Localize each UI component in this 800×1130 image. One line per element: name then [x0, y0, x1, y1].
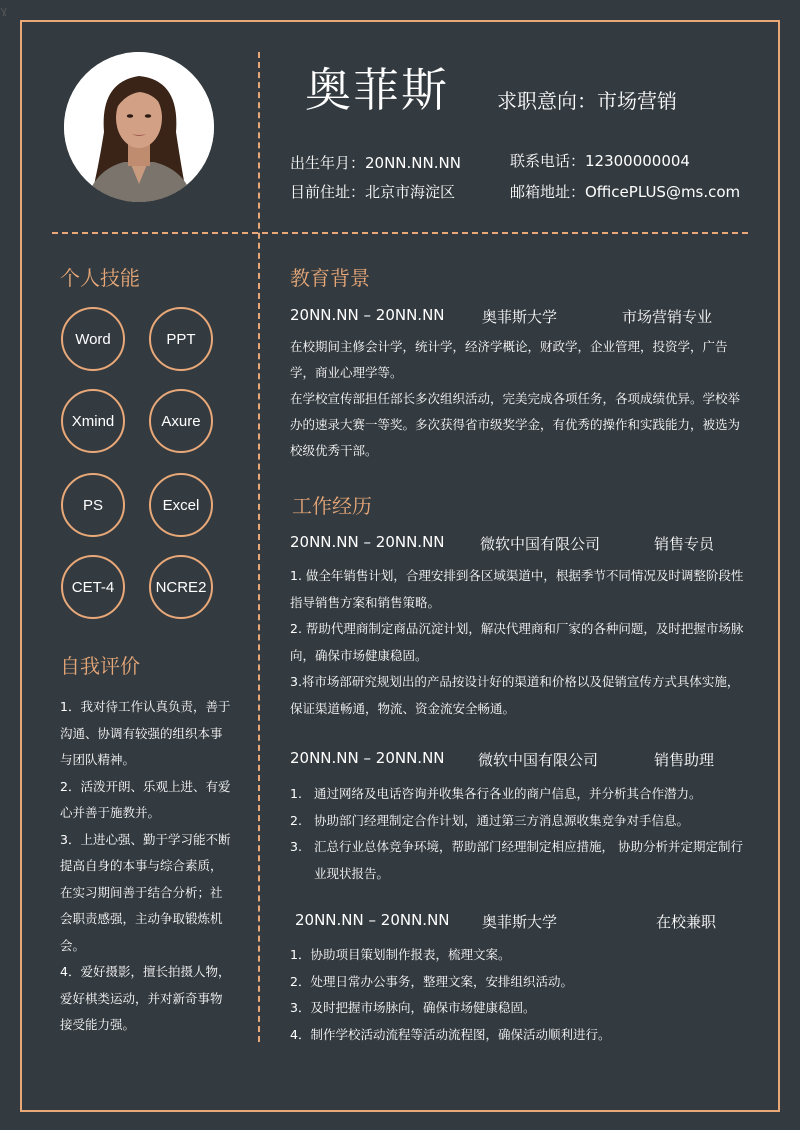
skill-badge: Word — [61, 307, 125, 371]
self-evaluation-text — [60, 694, 232, 1039]
work-title: 工作经历 — [292, 494, 372, 518]
job-company: 奥菲斯大学 — [482, 913, 558, 931]
profile-photo — [64, 52, 214, 202]
duty-text: 协助部门经理制定合作计划，通过第三方消息源收集竞争对手信息。 — [314, 812, 690, 828]
self-evaluation-item: 2．活泼开朗、乐观上进、有爱心并善于施教并。 — [60, 778, 231, 820]
skills-title: 个人技能 — [60, 266, 140, 290]
job-period: 20NN.NN – 20NN.NN — [290, 533, 445, 551]
job-role: 在校兼职 — [656, 913, 717, 931]
education-paragraph: 在学校宣传部担任部长多次组织活动，完美完成各项任务，各项成绩优异。学校举办的速录大赛一等奖。多次获得省市级奖学金，有优秀的操作和实践能力，被选为校级优秀干部。 — [290, 391, 741, 458]
duty-number: 3. — [290, 839, 302, 854]
job-company: 微软中国有限公司 — [480, 535, 601, 553]
corner-mark — [0, 6, 10, 18]
self-evaluation-item: 3．上进心强、勤于学习能不断提高自身的本事与综合素质，在实习期间善于结合分析；社会职责感强，主动争取锻炼机会。 — [60, 831, 231, 953]
job-duties — [290, 563, 748, 722]
candidate-name: 奥菲斯 — [305, 63, 449, 117]
skill-badge: PS — [61, 473, 125, 537]
vertical-divider — [258, 52, 260, 1042]
job-duty: 1. 做全年销售计划，合理安排到各区域渠道中，根据季节不同情况及时调整阶段性指导销售方案和销售策略。 — [290, 568, 744, 610]
job-period: 20NN.NN – 20NN.NN — [295, 911, 450, 929]
job-duties — [290, 781, 748, 887]
education-major: 市场营销专业 — [622, 308, 713, 326]
home-address: 目前住址：北京市海淀区 — [290, 183, 456, 201]
job-objective: 求职意向：市场营销 — [497, 89, 677, 113]
job-duty — [290, 834, 748, 887]
self-evaluation-item: 4．爱好摄影，擅长拍摄人物，爱好棋类运动，并对新奇事物接受能力强。 — [60, 964, 231, 1032]
skill-badge: Excel — [149, 473, 213, 537]
education-description — [290, 334, 748, 464]
education-paragraph: 在校期间主修会计学，统计学，经济学概论，财政学，企业管理，投资学，广告学，商业心理学等。 — [290, 339, 728, 380]
job-period: 20NN.NN – 20NN.NN — [290, 749, 445, 767]
education-school: 奥菲斯大学 — [482, 308, 558, 326]
skill-badge: NCRE2 — [149, 555, 213, 619]
job-duty: 4．制作学校活动流程等活动流程图，确保活动顺利进行。 — [290, 1026, 611, 1042]
phone-number: 联系电话：12300000004 — [510, 152, 690, 170]
job-duty — [290, 808, 748, 835]
job-duties — [290, 942, 748, 1048]
job-company: 微软中国有限公司 — [478, 751, 599, 769]
email-address: 邮箱地址：OfficePLUS@ms.com — [510, 183, 741, 201]
skill-badge: CET-4 — [61, 555, 125, 619]
duty-number: 1. — [290, 786, 302, 801]
job-duty: 3.将市场部研究规划出的产品按设计好的渠道和价格以及促销宣传方式具体实施，保证渠道畅通，物流、资金流安全畅通。 — [290, 674, 740, 716]
job-duty: 3．及时把握市场脉向，确保市场健康稳固。 — [290, 1000, 536, 1015]
job-role: 销售专员 — [654, 535, 715, 553]
self-evaluation-item: 1．我对待工作认真负责，善于沟通、协调有较强的组织本事与团队精神。 — [60, 699, 231, 767]
job-role: 销售助理 — [654, 751, 715, 769]
skill-badge: Axure — [149, 389, 213, 453]
skill-badge: PPT — [149, 307, 213, 371]
job-duty — [290, 781, 748, 808]
duty-number: 2. — [290, 812, 302, 828]
birth-date: 出生年月：20NN.NN.NN — [290, 154, 461, 172]
education-period: 20NN.NN – 20NN.NN — [290, 306, 445, 324]
self-evaluation-title: 自我评价 — [60, 654, 140, 678]
duty-text: 通过网络及电话咨询并收集各行各业的商户信息，并分析其合作潜力。 — [314, 786, 702, 801]
job-duty: 1．协助项目策划制作报表，梳理文案。 — [290, 947, 511, 962]
horizontal-divider — [52, 232, 748, 234]
job-duty: 2. 帮助代理商制定商品沉淀计划，解决代理商和厂家的各种问题，及时把握市场脉向，确保市场健康稳固。 — [290, 621, 744, 663]
skill-badge: Xmind — [61, 389, 125, 453]
education-title: 教育背景 — [290, 266, 370, 290]
job-duty: 2．处理日常办公事务，整理文案，安排组织活动。 — [290, 973, 573, 989]
duty-text: 汇总行业总体竞争环境，帮助部门经理制定相应措施， 协助分析并定期定制行业现状报告。 — [314, 839, 743, 881]
